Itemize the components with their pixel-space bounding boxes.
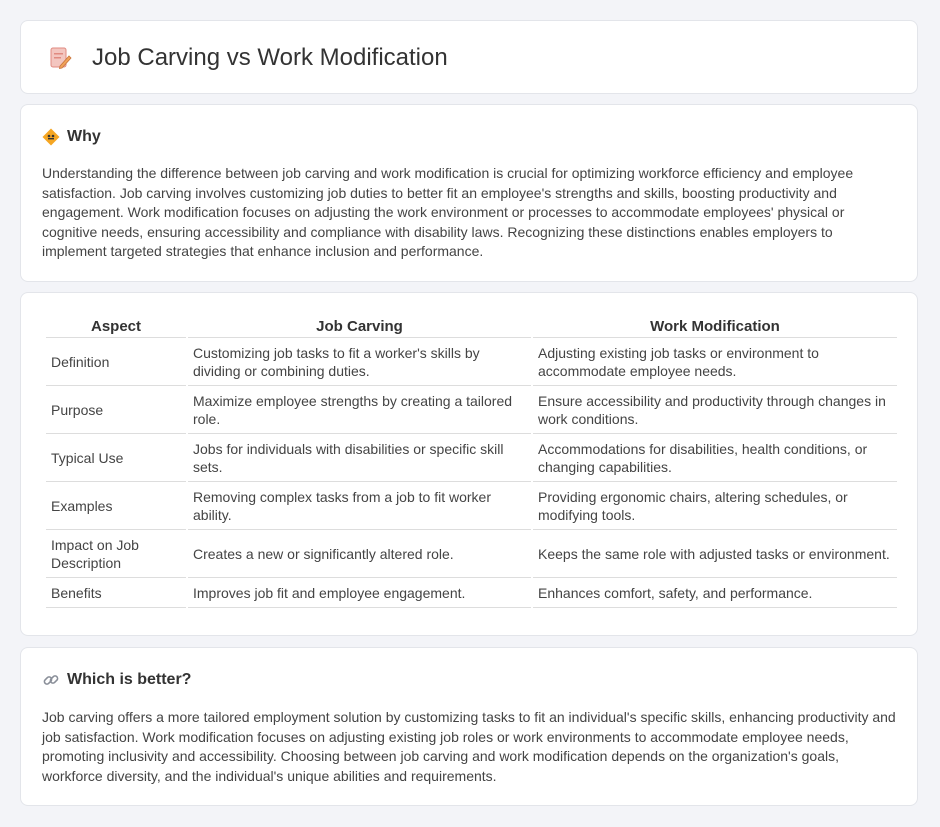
cell-aspect: Examples [46,482,186,530]
which-is-better-section [20,647,918,806]
cell-aspect: Purpose [46,386,186,434]
table-row [46,386,897,434]
comparison-table [44,315,899,608]
cell-job-carving: Maximize employee strengths by creating a tailored role. [188,386,531,434]
header-card [20,20,918,94]
cell-aspect: Benefits [46,578,186,608]
cell-work-modification: Keeps the same role with adjusted tasks or environment. [533,530,897,578]
page-title: Job Carving vs Work Modification [92,44,448,71]
table-row [46,434,897,482]
cell-job-carving: Customizing job tasks to fit a worker's skills by dividing or combining duties. [188,338,531,386]
cell-job-carving: Creates a new or significantly altered role. [188,530,531,578]
cell-work-modification: Accommodations for disabilities, health conditions, or changing capabilities. [533,434,897,482]
cell-work-modification: Providing ergonomic chairs, altering schedules, or modifying tools. [533,482,897,530]
cell-work-modification: Enhances comfort, safety, and performance. [533,578,897,608]
cell-work-modification: Adjusting existing job tasks or environment to accommodate employee needs. [533,338,897,386]
header-aspect: Aspect [46,315,186,338]
better-heading-label: Which is better? [67,671,192,688]
why-heading [42,127,101,147]
table-row [46,338,897,386]
document-pencil-icon [47,45,73,71]
cell-aspect: Typical Use [46,434,186,482]
cell-aspect: Impact on Job Description [46,530,186,578]
warning-sign-icon [42,128,60,146]
why-heading-label: Why [67,128,101,145]
table-header-row [46,315,897,338]
table-row [46,578,897,608]
header-work-modification: Work Modification [533,315,897,338]
why-text: Understanding the difference between job carving and work modification is crucial for optimizing workforce efficiency and employee satisfaction. Job carving involves customizing job duties to better fit an employee's strengths and skills, boosting productivity and engagement. Work modification focuses on adjusting the work environment or processes to accommodate employees' physical or cognitive needs, ensuring accessibility and compliance with disability laws. Recognizing these distinctions enables employers to implement targeted strategies that enhance inclusion and performance. [42,165,854,259]
cell-job-carving: Removing complex tasks from a job to fit worker ability. [188,482,531,530]
cell-job-carving: Jobs for individuals with disabilities or specific skill sets. [188,434,531,482]
table-row [46,482,897,530]
link-icon [42,671,60,689]
table-row [46,530,897,578]
cell-aspect: Definition [46,338,186,386]
why-section [20,104,918,282]
comparison-section [20,292,918,636]
cell-work-modification: Ensure accessibility and productivity through changes in work conditions. [533,386,897,434]
cell-job-carving: Improves job fit and employee engagement. [188,578,531,608]
better-text: Job carving offers a more tailored employment solution by customizing tasks to fit an individual's specific skills, enhancing productivity and job satisfaction. Work modification focuses on adjusting existing job roles or work environments to accommodate employee needs, promoting inclusivity and accessibility. Choosing between job carving and work modification depends on the organization's goals, workforce diversity, and the individual's unique abilities and requirements. [42,709,896,784]
header-job-carving: Job Carving [188,315,531,338]
better-heading [42,670,191,690]
